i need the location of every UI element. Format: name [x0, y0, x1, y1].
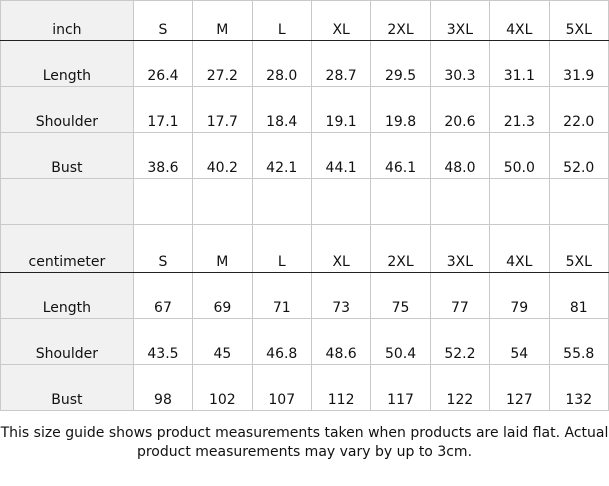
measurement-cell: 54 [490, 319, 549, 365]
measurement-cell: 38.6 [133, 133, 192, 179]
row-label: Shoulder [1, 319, 134, 365]
measurement-cell: 27.2 [193, 41, 252, 87]
measurement-cell: 46.1 [371, 133, 430, 179]
table-spacer-row [1, 179, 609, 225]
measurement-cell: 112 [311, 365, 370, 411]
size-header-4xl: 4XL [490, 225, 549, 273]
measurement-cell: 31.9 [549, 41, 609, 87]
measurement-cell: 48.6 [311, 319, 370, 365]
table-row-length [1, 41, 609, 87]
unit-label: centimeter [1, 225, 134, 273]
table-row-shoulder [1, 87, 609, 133]
measurement-cell: 42.1 [252, 133, 311, 179]
measurement-cell: 26.4 [133, 41, 192, 87]
size-header-5xl: 5XL [549, 225, 609, 273]
measurement-cell: 21.3 [490, 87, 549, 133]
unit-label: inch [1, 1, 134, 41]
size-header-5xl: 5XL [549, 1, 609, 41]
measurement-cell: 17.1 [133, 87, 192, 133]
table-row-bust [1, 133, 609, 179]
measurement-cell: 40.2 [193, 133, 252, 179]
measurement-cell: 77 [430, 273, 489, 319]
size-header-l: L [252, 1, 311, 41]
row-label: Bust [1, 365, 134, 411]
size-header-l: L [252, 225, 311, 273]
size-header-m: M [193, 1, 252, 41]
table-row-shoulder [1, 319, 609, 365]
measurement-cell: 22.0 [549, 87, 609, 133]
measurement-cell: 107 [252, 365, 311, 411]
measurement-cell: 127 [490, 365, 549, 411]
measurement-cell: 28.7 [311, 41, 370, 87]
measurement-cell: 81 [549, 273, 609, 319]
size-header-xl: XL [311, 225, 370, 273]
measurement-cell: 44.1 [311, 133, 370, 179]
size-header-s: S [133, 1, 192, 41]
measurement-cell: 46.8 [252, 319, 311, 365]
measurement-cell: 71 [252, 273, 311, 319]
measurement-cell: 98 [133, 365, 192, 411]
measurement-cell: 73 [311, 273, 370, 319]
size-header-2xl: 2XL [371, 225, 430, 273]
measurement-cell: 20.6 [430, 87, 489, 133]
size-guide-note [0, 424, 609, 462]
inch-table-header-row [1, 1, 609, 41]
size-header-s: S [133, 225, 192, 273]
note-line-1: This size guide shows product measurements taken when products are laid flat. Actual [0, 425, 609, 441]
measurement-cell: 122 [430, 365, 489, 411]
size-header-2xl: 2XL [371, 1, 430, 41]
measurement-cell: 52.2 [430, 319, 489, 365]
measurement-cell: 117 [371, 365, 430, 411]
measurement-cell: 132 [549, 365, 609, 411]
note-line-2: product measurements may vary by up to 3cm. [136, 444, 473, 460]
size-header-4xl: 4XL [490, 1, 549, 41]
row-label: Length [1, 41, 134, 87]
measurement-cell: 43.5 [133, 319, 192, 365]
size-header-m: M [193, 225, 252, 273]
measurement-cell: 29.5 [371, 41, 430, 87]
row-label: Length [1, 273, 134, 319]
row-label: Shoulder [1, 87, 134, 133]
size-header-3xl: 3XL [430, 1, 489, 41]
measurement-cell: 48.0 [430, 133, 489, 179]
measurement-cell: 75 [371, 273, 430, 319]
size-header-3xl: 3XL [430, 225, 489, 273]
measurement-cell: 19.1 [311, 87, 370, 133]
measurement-cell: 30.3 [430, 41, 489, 87]
measurement-cell: 17.7 [193, 87, 252, 133]
table-row-bust [1, 365, 609, 411]
measurement-cell: 102 [193, 365, 252, 411]
measurement-cell: 69 [193, 273, 252, 319]
measurement-cell: 45 [193, 319, 252, 365]
table-row-length [1, 273, 609, 319]
cm-table-header-row [1, 225, 609, 273]
measurement-cell: 31.1 [490, 41, 549, 87]
measurement-cell: 67 [133, 273, 192, 319]
measurement-cell: 79 [490, 273, 549, 319]
measurement-cell: 18.4 [252, 87, 311, 133]
measurement-cell: 50.4 [371, 319, 430, 365]
measurement-cell: 55.8 [549, 319, 609, 365]
size-header-xl: XL [311, 1, 370, 41]
row-label: Bust [1, 133, 134, 179]
measurement-cell: 28.0 [252, 41, 311, 87]
measurement-cell: 50.0 [490, 133, 549, 179]
measurement-cell: 52.0 [549, 133, 609, 179]
measurement-cell: 19.8 [371, 87, 430, 133]
